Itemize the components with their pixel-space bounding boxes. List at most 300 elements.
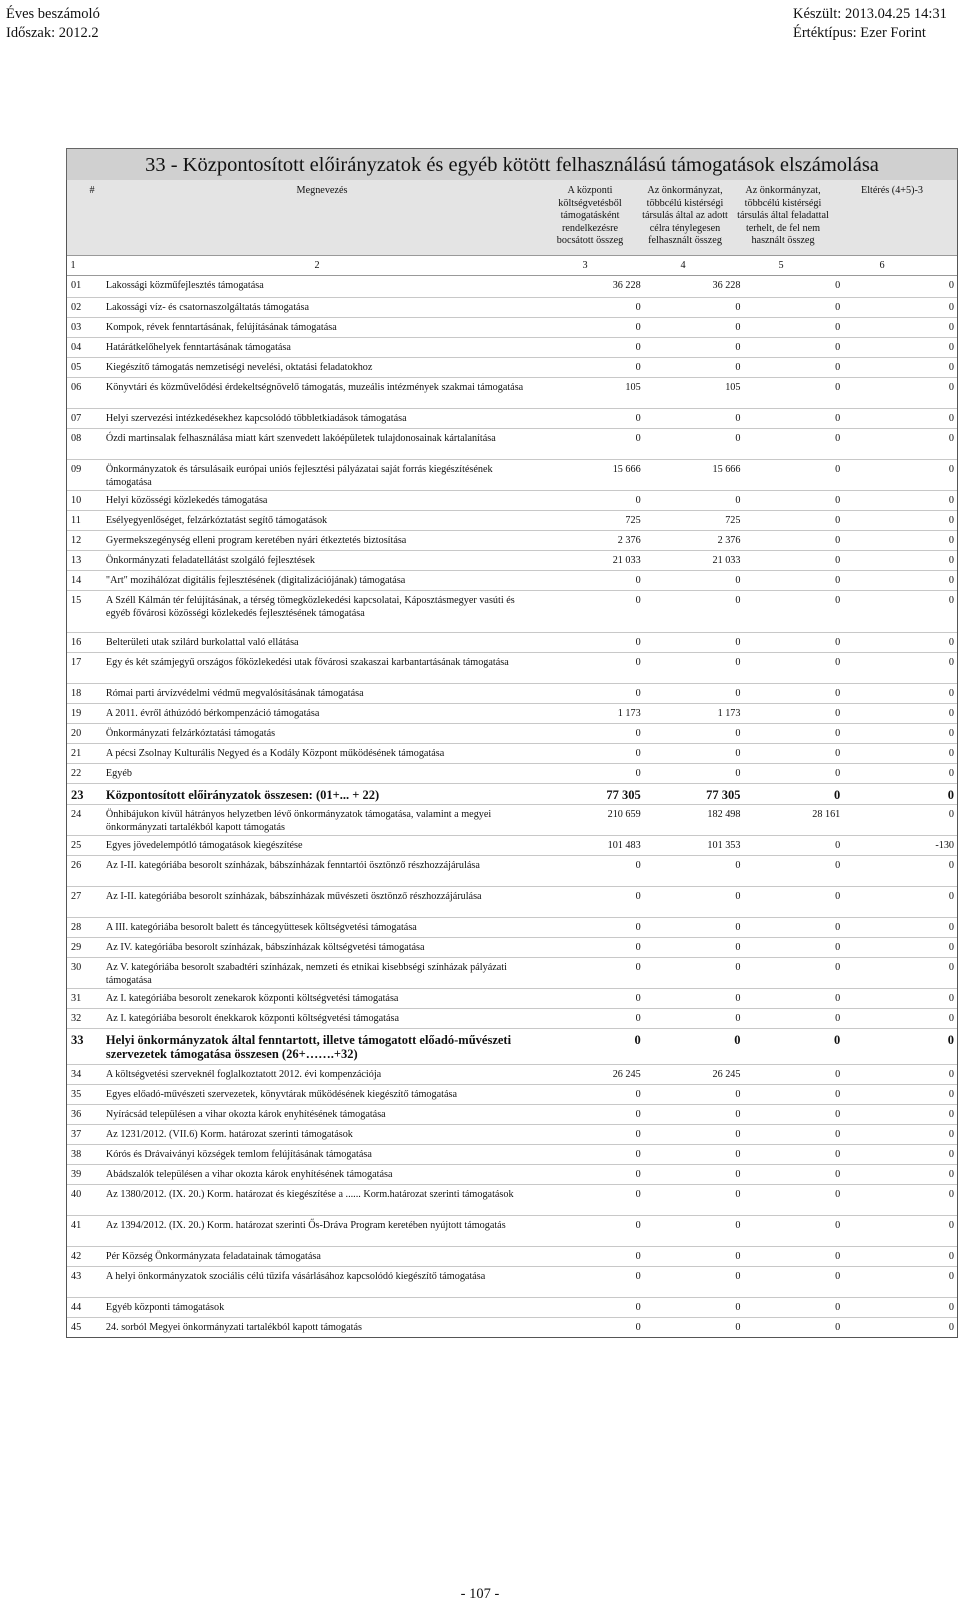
row-name: Az I. kategóriába besorolt zenekarok központi költségvetési támogatása — [105, 993, 399, 1004]
row-number: 07 — [71, 413, 82, 424]
row-number: 24 — [71, 809, 82, 820]
value-allocated: 0 — [635, 495, 641, 506]
value-difference: 0 — [948, 302, 955, 313]
value-difference: 0 — [948, 495, 955, 506]
row-name: Gyermekszegénység elleni program keretében nyári étkeztetés biztosítása — [105, 535, 407, 546]
value-allocated: 0 — [635, 1129, 641, 1140]
value-unused: 0 — [835, 840, 841, 851]
value-allocated: 0 — [635, 657, 641, 668]
value-used: 36 228 — [712, 280, 741, 291]
column-number-row — [67, 256, 957, 276]
value-unused: 0 — [835, 1069, 841, 1080]
row-number: 34 — [71, 1069, 82, 1080]
value-difference: 0 — [948, 433, 955, 444]
value-difference: 0 — [948, 637, 955, 648]
table-row — [67, 1297, 957, 1317]
value-used: 0 — [734, 1033, 741, 1047]
value-unused: 0 — [835, 1129, 841, 1140]
value-allocated: 21 033 — [612, 555, 641, 566]
row-number: 10 — [71, 495, 82, 506]
value-difference: 0 — [948, 1169, 955, 1180]
value-used: 0 — [735, 1129, 741, 1140]
value-difference: 0 — [948, 1149, 955, 1160]
row-name: Helyi önkormányzatok által fenntartott, illetve támogatott előadó-művészeti szervezetek támogatása összesen (26+…….+32) — [105, 1033, 512, 1061]
value-difference: 0 — [948, 555, 955, 566]
value-allocated: 36 228 — [612, 280, 641, 291]
column-number: 1 — [70, 260, 76, 271]
value-used: 0 — [735, 1089, 741, 1100]
value-used: 0 — [735, 748, 741, 759]
value-used: 0 — [735, 942, 741, 953]
table-row — [67, 357, 957, 377]
row-number: 15 — [71, 595, 82, 606]
value-allocated: 0 — [635, 1220, 641, 1231]
row-name: A Széll Kálmán tér felújításának, a térség tömegközlekedési kapcsolatai, Káposztásmegyer vasúti és egyéb fővárosi közösségi közlekedés fejlesztésének támogatása — [105, 595, 515, 619]
value-unused: 0 — [835, 515, 841, 526]
row-name: "Art" mozihálózat digitális fejlesztésének (digitalizációjának) támogatása — [105, 575, 406, 586]
value-difference: 0 — [948, 708, 955, 719]
value-difference: 0 — [948, 809, 955, 820]
row-number: 43 — [71, 1271, 82, 1282]
col-header-c3: A központi költségvetésből támogatásként rendelkezésre bocsátott összeg — [556, 185, 624, 246]
value-allocated: 0 — [635, 1271, 641, 1282]
value-used: 0 — [735, 1271, 741, 1282]
col-header-c6: Eltérés (4+5)-3 — [860, 185, 924, 196]
value-unused: 0 — [835, 362, 841, 373]
value-unused: 0 — [835, 1220, 841, 1231]
value-unused: 0 — [835, 555, 841, 566]
value-difference: 0 — [948, 575, 955, 586]
row-number: 11 — [71, 515, 81, 526]
value-unused: 0 — [835, 1189, 841, 1200]
value-used: 0 — [735, 768, 741, 779]
value-used: 0 — [735, 637, 741, 648]
value-unused: 0 — [835, 891, 841, 902]
value-allocated: 0 — [635, 1109, 641, 1120]
report-header-right — [793, 5, 947, 43]
table-row — [67, 703, 957, 723]
value-allocated: 0 — [635, 748, 641, 759]
value-allocated: 1 173 — [617, 708, 641, 719]
value-allocated: 0 — [635, 575, 641, 586]
value-difference: 0 — [948, 728, 955, 739]
column-number: 2 — [314, 260, 320, 271]
row-name: Az I-II. kategóriába besorolt színházak, bábszínházak művészeti ösztönző részhozzájárulása — [105, 891, 482, 902]
value-allocated: 0 — [635, 942, 641, 953]
row-number: 28 — [71, 922, 82, 933]
col-header-c4: Az önkormányzat, többcélú kistérségi társulás által az adott célra ténylegesen felhasznált összeg — [642, 185, 728, 246]
value-used: 0 — [735, 595, 741, 606]
value-difference: 0 — [948, 942, 955, 953]
value-allocated: 0 — [635, 1189, 641, 1200]
value-difference: 0 — [948, 1271, 955, 1282]
value-unused: 0 — [835, 708, 841, 719]
value-unused: 0 — [835, 1322, 841, 1333]
value-unused: 0 — [835, 595, 841, 606]
value-difference: 0 — [948, 993, 955, 1004]
value-allocated: 0 — [635, 962, 641, 973]
row-name: Esélyegyenlőséget, felzárkóztatást segítő támogatások — [105, 515, 328, 526]
value-used: 0 — [735, 922, 741, 933]
value-difference: 0 — [948, 1302, 955, 1313]
table-body — [67, 276, 957, 1337]
table-row — [67, 276, 957, 297]
value-difference: 0 — [948, 280, 955, 291]
value-difference: 0 — [948, 1251, 955, 1262]
value-unused: 0 — [835, 637, 841, 648]
row-number: 05 — [71, 362, 82, 373]
value-unused: 0 — [835, 280, 841, 291]
value-unused: 0 — [835, 1013, 841, 1024]
value-allocated: 26 245 — [612, 1069, 641, 1080]
value-allocated: 0 — [635, 433, 641, 444]
table-row — [67, 590, 957, 632]
row-number: 09 — [71, 464, 82, 475]
value-unused: 0 — [835, 942, 841, 953]
value-used: 26 245 — [712, 1069, 741, 1080]
value-used: 1 173 — [717, 708, 741, 719]
table-row — [67, 1317, 957, 1337]
value-allocated: 0 — [635, 1013, 641, 1024]
row-number: 45 — [71, 1322, 82, 1333]
value-unused: 28 161 — [812, 809, 841, 820]
row-name: A helyi önkormányzatok szociális célú tűzifa vásárlásához kapcsolódó kiegészítő támogatása — [105, 1271, 486, 1282]
value-unused: 0 — [835, 413, 841, 424]
table-row — [67, 783, 957, 804]
row-name: Egyes előadó-művészeti szervezetek, könyvtárak működésének kiegészítő támogatása — [105, 1089, 457, 1100]
table-row — [67, 917, 957, 937]
value-used: 725 — [725, 515, 741, 526]
row-number: 04 — [71, 342, 82, 353]
column-number: 5 — [778, 260, 784, 271]
row-name: Lakossági közműfejlesztés támogatása — [105, 280, 264, 291]
col-header-c5: Az önkormányzat, többcélú kistérségi társulás által feladattal terhelt, de fel nem használt összeg — [737, 185, 829, 246]
value-allocated: 0 — [635, 362, 641, 373]
value-allocated: 0 — [635, 860, 641, 871]
row-name: Önhibájukon kívül hátrányos helyzetben lévő önkormányzatok támogatása, valamint a megyei önkormányzati tartalékból kapott támogatás — [105, 809, 492, 833]
value-allocated: 0 — [635, 637, 641, 648]
value-unused: 0 — [835, 382, 841, 393]
value-used: 0 — [735, 342, 741, 353]
value-unused: 0 — [835, 768, 841, 779]
value-unused: 0 — [835, 302, 841, 313]
row-name: Belterületi utak szilárd burkolattal való ellátása — [105, 637, 299, 648]
row-name: Helyi szervezési intézkedésekhez kapcsolódó többletkiadások támogatása — [105, 413, 407, 424]
table-row — [67, 428, 957, 459]
row-name: Kompok, révek fenntartásának, felújításának támogatása — [105, 322, 337, 333]
value-difference: 0 — [948, 413, 955, 424]
row-number: 18 — [71, 688, 82, 699]
col-header-hash: # — [89, 185, 95, 196]
value-used: 0 — [735, 993, 741, 1004]
row-number: 31 — [71, 993, 82, 1004]
table-row — [67, 1064, 957, 1084]
value-difference: 0 — [948, 535, 955, 546]
value-allocated: 105 — [625, 382, 641, 393]
value-difference: 0 — [948, 322, 955, 333]
table-row — [67, 1184, 957, 1215]
table-row — [67, 459, 957, 490]
row-name: Könyvtári és közművelődési érdekeltségnövelő támogatás, muzeális intézmények szakmai támogatása — [105, 382, 524, 393]
value-used: 0 — [735, 1189, 741, 1200]
row-name: Az 1231/2012. (VII.6) Korm. határozat szerinti támogatások — [105, 1129, 353, 1140]
value-difference: -130 — [935, 840, 955, 851]
row-number: 26 — [71, 860, 82, 871]
table-row — [67, 988, 957, 1008]
table-row — [67, 490, 957, 510]
row-number: 08 — [71, 433, 82, 444]
value-difference: 0 — [948, 1013, 955, 1024]
value-allocated: 15 666 — [612, 464, 641, 475]
value-used: 0 — [735, 728, 741, 739]
value-unused: 0 — [835, 1271, 841, 1282]
value-allocated: 0 — [635, 688, 641, 699]
value-unused: 0 — [835, 1109, 841, 1120]
value-unused: 0 — [835, 657, 841, 668]
value-allocated: 0 — [635, 322, 641, 333]
value-used: 77 305 — [706, 788, 741, 802]
table-row — [67, 1246, 957, 1266]
value-used: 101 353 — [707, 840, 741, 851]
row-name: Helyi közösségi közlekedés támogatása — [105, 495, 268, 506]
row-number: 14 — [71, 575, 82, 586]
value-allocated: 2 376 — [617, 535, 641, 546]
row-name: Az I-II. kategóriába besorolt színházak, bábszínházak fenntartói ösztönző részhozzájárulása — [105, 860, 480, 871]
value-difference: 0 — [948, 595, 955, 606]
value-allocated: 0 — [635, 1322, 641, 1333]
value-unused: 0 — [835, 575, 841, 586]
value-unused: 0 — [835, 495, 841, 506]
row-number: 44 — [71, 1302, 82, 1313]
value-allocated: 0 — [635, 891, 641, 902]
table-row — [67, 683, 957, 703]
value-allocated: 77 305 — [606, 788, 641, 802]
table-row — [67, 937, 957, 957]
value-allocated: 0 — [635, 413, 641, 424]
table-row — [67, 1028, 957, 1064]
row-number: 03 — [71, 322, 82, 333]
value-used: 0 — [735, 657, 741, 668]
value-difference: 0 — [948, 688, 955, 699]
value-used: 0 — [735, 1220, 741, 1231]
value-unused: 0 — [835, 688, 841, 699]
value-unused: 0 — [835, 342, 841, 353]
row-number: 01 — [71, 280, 82, 291]
value-allocated: 0 — [635, 1251, 641, 1262]
row-name: Római parti árvízvédelmi védmű megvalósításának támogatása — [105, 688, 364, 699]
report-type: Éves beszámoló — [6, 6, 100, 22]
data-table — [66, 180, 958, 1338]
value-difference: 0 — [948, 1069, 955, 1080]
row-number: 29 — [71, 942, 82, 953]
value-difference: 0 — [947, 788, 955, 802]
row-number: 20 — [71, 728, 82, 739]
value-used: 0 — [735, 302, 741, 313]
value-difference: 0 — [948, 860, 955, 871]
table-row — [67, 1215, 957, 1246]
row-number: 12 — [71, 535, 82, 546]
table-row — [67, 632, 957, 652]
row-number: 30 — [71, 962, 82, 973]
value-allocated: 210 659 — [607, 809, 641, 820]
row-name: Határátkelőhelyek fenntartásának támogatása — [105, 342, 291, 353]
row-name: Abádszalók településen a vihar okozta károk enyhítésének támogatása — [105, 1169, 393, 1180]
row-name: Önkormányzati feladatellátást szolgáló fejlesztések — [105, 555, 315, 566]
row-name: Központosított előirányzatok összesen: (01+... + 22) — [105, 788, 380, 802]
row-name: A költségvetési szerveknél foglalkoztatott 2012. évi kompenzációja — [105, 1069, 382, 1080]
value-difference: 0 — [948, 768, 955, 779]
value-allocated: 0 — [635, 1149, 641, 1160]
value-used: 2 376 — [717, 535, 741, 546]
row-name: Egyes jövedelempótló támogatások kiegészítése — [105, 840, 303, 851]
value-difference: 0 — [948, 1189, 955, 1200]
row-name: Lakossági víz- és csatornaszolgáltatás támogatása — [105, 302, 310, 313]
table-row — [67, 743, 957, 763]
value-difference: 0 — [948, 342, 955, 353]
value-unused: 0 — [835, 464, 841, 475]
value-used: 0 — [735, 575, 741, 586]
row-name: Az 1380/2012. (IX. 20.) Korm. határozat és kiegészítése a ...... Korm.határozat szerinti támogatások — [105, 1189, 514, 1200]
value-allocated: 0 — [635, 1169, 641, 1180]
row-name: Ózdi martinsalak felhasználása miatt kárt szenvedett lakóépületek tulajdonosainak kártalanítása — [105, 433, 496, 444]
value-allocated: 0 — [635, 993, 641, 1004]
row-name: Az 1394/2012. (IX. 20.) Korm. határozat szerinti Ős-Dráva Program keretében nyújtott támogatás — [105, 1220, 506, 1231]
row-name: Pér Község Önkormányzata feladatainak támogatása — [105, 1251, 321, 1262]
value-unused: 0 — [835, 535, 841, 546]
value-allocated: 0 — [635, 922, 641, 933]
value-used: 15 666 — [712, 464, 741, 475]
row-number: 40 — [71, 1189, 82, 1200]
row-name: Kiegészítő támogatás nemzetiségi nevelési, oktatási feladatokhoz — [105, 362, 373, 373]
value-used: 0 — [735, 495, 741, 506]
table-row — [67, 1084, 957, 1104]
report-value-type: Értéktípus: Ezer Forint — [793, 25, 926, 41]
value-used: 0 — [735, 1169, 741, 1180]
value-used: 0 — [735, 962, 741, 973]
value-unused: 0 — [835, 748, 841, 759]
report-created: Készült: 2013.04.25 14:31 — [793, 6, 947, 22]
value-used: 0 — [735, 1302, 741, 1313]
table-row — [67, 1124, 957, 1144]
value-used: 0 — [735, 362, 741, 373]
value-difference: 0 — [948, 1220, 955, 1231]
table-row — [67, 337, 957, 357]
value-difference: 0 — [948, 891, 955, 902]
value-difference: 0 — [948, 1322, 955, 1333]
table-row — [67, 763, 957, 783]
value-difference: 0 — [948, 922, 955, 933]
row-name: Önkormányzatok és társulásaik európai uniós fejlesztési pályázatai saját forrás kiegészítésének támogatása — [105, 464, 493, 488]
table-row — [67, 804, 957, 835]
row-name: A 2011. évről áthúzódó bérkompenzáció támogatása — [105, 708, 320, 719]
value-unused: 0 — [835, 322, 841, 333]
table-row — [67, 723, 957, 743]
row-name: Az IV. kategóriába besorolt színházak, bábszínházak költségvetési támogatása — [105, 942, 425, 953]
row-name: Egyéb központi támogatások — [105, 1302, 225, 1313]
value-used: 0 — [735, 860, 741, 871]
row-number: 02 — [71, 302, 82, 313]
value-allocated: 101 483 — [607, 840, 641, 851]
report-header-left — [6, 5, 100, 43]
value-unused: 0 — [835, 922, 841, 933]
table-row — [67, 855, 957, 886]
table-row — [67, 1008, 957, 1028]
table-row — [67, 530, 957, 550]
row-name: A III. kategóriába besorolt balett és táncegyüttesek költségvetési támogatása — [105, 922, 417, 933]
table-row — [67, 886, 957, 917]
row-number: 06 — [71, 382, 82, 393]
row-number: 41 — [71, 1220, 82, 1231]
value-difference: 0 — [947, 1033, 955, 1047]
row-number: 39 — [71, 1169, 82, 1180]
value-used: 0 — [735, 688, 741, 699]
value-unused: 0 — [835, 433, 841, 444]
table-row — [67, 550, 957, 570]
table-row — [67, 957, 957, 988]
row-number: 33 — [71, 1033, 84, 1047]
table-row — [67, 297, 957, 317]
value-unused: 0 — [835, 962, 841, 973]
table-row — [67, 377, 957, 408]
document-title: 33 - Központosított előirányzatok és egyéb kötött felhasználású támogatások elszámolása — [66, 148, 958, 180]
value-difference: 0 — [948, 1129, 955, 1140]
table-row — [67, 1144, 957, 1164]
value-used: 105 — [725, 382, 741, 393]
row-number: 42 — [71, 1251, 82, 1262]
row-number: 22 — [71, 768, 82, 779]
value-difference: 0 — [948, 1109, 955, 1120]
row-name: 24. sorból Megyei önkormányzati tartalékból kapott támogatás — [105, 1322, 362, 1333]
table-row — [67, 1104, 957, 1124]
table-row — [67, 510, 957, 530]
value-unused: 0 — [835, 728, 841, 739]
value-used: 0 — [735, 1322, 741, 1333]
table-header — [67, 180, 957, 256]
row-name: A pécsi Zsolnay Kulturális Negyed és a Kodály Központ működésének támogatása — [105, 748, 445, 759]
value-used: 0 — [735, 1109, 741, 1120]
row-number: 16 — [71, 637, 82, 648]
report-period: Időszak: 2012.2 — [6, 25, 99, 41]
value-used: 0 — [735, 1149, 741, 1160]
value-allocated: 0 — [635, 728, 641, 739]
value-used: 21 033 — [712, 555, 741, 566]
value-unused: 0 — [835, 860, 841, 871]
value-allocated: 0 — [635, 768, 641, 779]
row-number: 17 — [71, 657, 82, 668]
table-row — [67, 1266, 957, 1297]
table-row — [67, 317, 957, 337]
value-used: 0 — [735, 1013, 741, 1024]
row-name: Egyéb — [105, 768, 132, 779]
row-number: 36 — [71, 1109, 82, 1120]
col-header-name: Megnevezés — [296, 185, 348, 196]
value-used: 0 — [735, 433, 741, 444]
row-number: 32 — [71, 1013, 82, 1024]
row-name: Az I. kategóriába besorolt énekkarok központi költségvetési támogatása — [105, 1013, 399, 1024]
row-name: Önkormányzati felzárkóztatási támogatás — [105, 728, 276, 739]
value-allocated: 0 — [635, 595, 641, 606]
row-name: Nyírács​ád településen a vihar okozta károk enyhítésének támogatása — [105, 1109, 386, 1120]
row-number: 25 — [71, 840, 82, 851]
value-difference: 0 — [948, 362, 955, 373]
value-unused: 0 — [835, 1089, 841, 1100]
value-allocated: 0 — [635, 1302, 641, 1313]
row-number: 23 — [71, 788, 84, 802]
value-unused: 0 — [834, 788, 841, 802]
row-name: Az V. kategóriába besorolt szabadtéri színházak, nemzeti és etnikai kisebbségi színházak pályázati támogatása — [105, 962, 507, 986]
row-number: 21 — [71, 748, 82, 759]
column-number: 4 — [680, 260, 686, 271]
